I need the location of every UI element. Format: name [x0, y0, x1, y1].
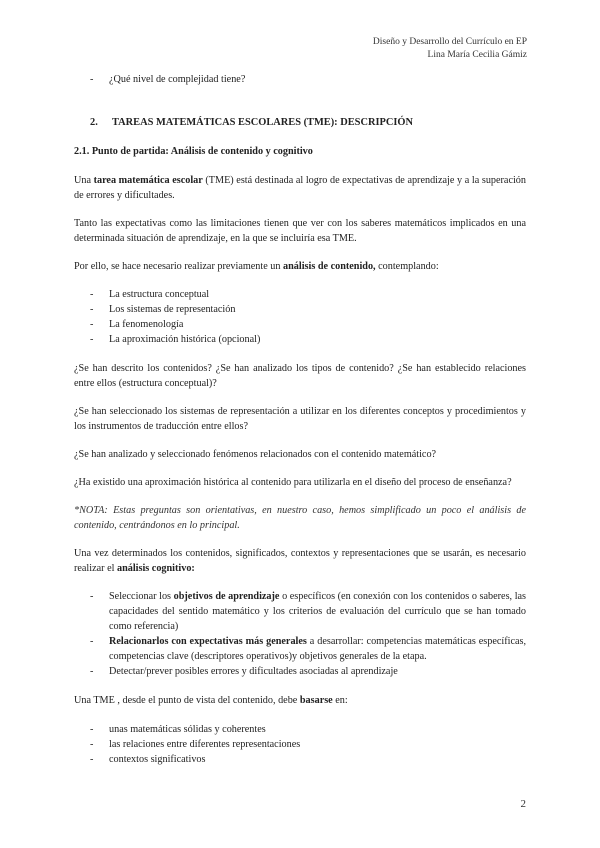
- content-analysis-list: [74, 287, 526, 347]
- paragraph-tme-basis: [74, 693, 526, 708]
- list-item: [74, 634, 526, 664]
- subsection-heading: 2.1. Punto de partida: Análisis de contenido y cognitivo: [74, 146, 313, 157]
- header-course-title: Diseño y Desarrollo del Currículo en EP: [372, 37, 527, 47]
- section-title: TAREAS MATEMÁTICAS ESCOLARES (TME): DESCRIPCIÓN: [112, 117, 413, 128]
- intro-list: [74, 72, 526, 87]
- list-item: - Detectar/prever posibles errores y dificultades asociadas al aprendizaje: [74, 664, 526, 679]
- list-item: - ¿Qué nivel de complejidad tiene?: [74, 72, 526, 87]
- section-heading: [74, 115, 526, 130]
- basis-list: [74, 722, 526, 767]
- list-item: - unas matemáticas sólidas y coherentes: [74, 722, 526, 737]
- list-item: - contextos significativos: [74, 752, 526, 767]
- list-item: - La fenomenología: [74, 317, 526, 332]
- text-run: Seleccionar los: [109, 591, 174, 602]
- page-header: [373, 36, 527, 62]
- list-item: - La estructura conceptual: [74, 287, 526, 302]
- paragraph-expectations: Tanto las expectativas como las limitaciones tienen que ver con los saberes matemáticos implicados en una determinada situación de aprendizaje, en la que se incluiría esa TME.: [74, 218, 526, 244]
- question-contents: ¿Se han descrito los contenidos? ¿Se han analizado los tipos de contenido? ¿Se han establecido relaciones entre ellos (estructura conceptual)?: [74, 363, 526, 389]
- bold-term: Relacionarlos con expectativas más generales: [109, 636, 307, 647]
- bold-term: objetivos de aprendizaje: [173, 591, 280, 602]
- text-run: contemplando:: [375, 261, 439, 272]
- bold-term: análisis cognitivo:: [116, 563, 195, 574]
- question-representations: ¿Se han seleccionado los sistemas de representación a utilizar en los diferentes conceptos y procedimientos y los instrumentos de traducción entre ellos?: [74, 406, 526, 432]
- header-author: Lina María Cecilia Gámiz: [427, 50, 527, 60]
- text-run: en:: [332, 695, 348, 706]
- text-run: Una: [74, 175, 94, 186]
- list-item: - La aproximación histórica (opcional): [74, 332, 526, 347]
- list-item: - Los sistemas de representación: [74, 302, 526, 317]
- text-run: Por ello, se hace necesario realizar previamente un: [74, 261, 284, 272]
- text-run: a desarrollar: competencias matemáticas específicas, competencias clave (descriptores operativos)y objetivos generales de la etapa.: [109, 636, 526, 662]
- list-item: - las relaciones entre diferentes representaciones: [74, 737, 526, 752]
- text-run: (TME) está destinada al logro de expectativas de aprendizaje y a la superación de errores y dificultades.: [74, 175, 526, 201]
- bold-term: basarse: [299, 695, 333, 706]
- paragraph-tme-definition: [74, 173, 526, 203]
- text-run: Una vez determinados los contenidos, significados, contextos y representaciones que se usarán, es necesario realizar el: [74, 548, 526, 574]
- question-phenomena: ¿Se han analizado y seleccionado fenómenos relacionados con el contenido matemático?: [74, 449, 437, 460]
- note-paragraph: *NOTA: Estas preguntas son orientativas, en nuestro caso, hemos simplificado un poco el análisis de contenido, centrándonos en lo principal.: [74, 505, 526, 531]
- text-run: o específicos (en conexión con los contenidos o saberes, las capacidades del sentido matemático y los criterios de evaluación del currículo que se han tomado como referencia): [109, 591, 527, 632]
- cognitive-list: [74, 589, 526, 679]
- page-number: 2: [520, 798, 526, 810]
- section-number: 2.: [90, 117, 98, 128]
- paragraph-content-analysis: [74, 259, 526, 274]
- paragraph-cognitive-analysis: [74, 546, 526, 576]
- bold-term: tarea matemática escolar: [93, 175, 203, 186]
- question-history: ¿Ha existido una aproximación histórica al contenido para utilizarla en el diseño del proceso de enseñanza?: [74, 477, 512, 488]
- page-content: [74, 72, 526, 767]
- bold-term: análisis de contenido,: [283, 261, 376, 272]
- list-item: [74, 589, 526, 634]
- text-run: Una TME , desde el punto de vista del contenido, debe: [74, 695, 300, 706]
